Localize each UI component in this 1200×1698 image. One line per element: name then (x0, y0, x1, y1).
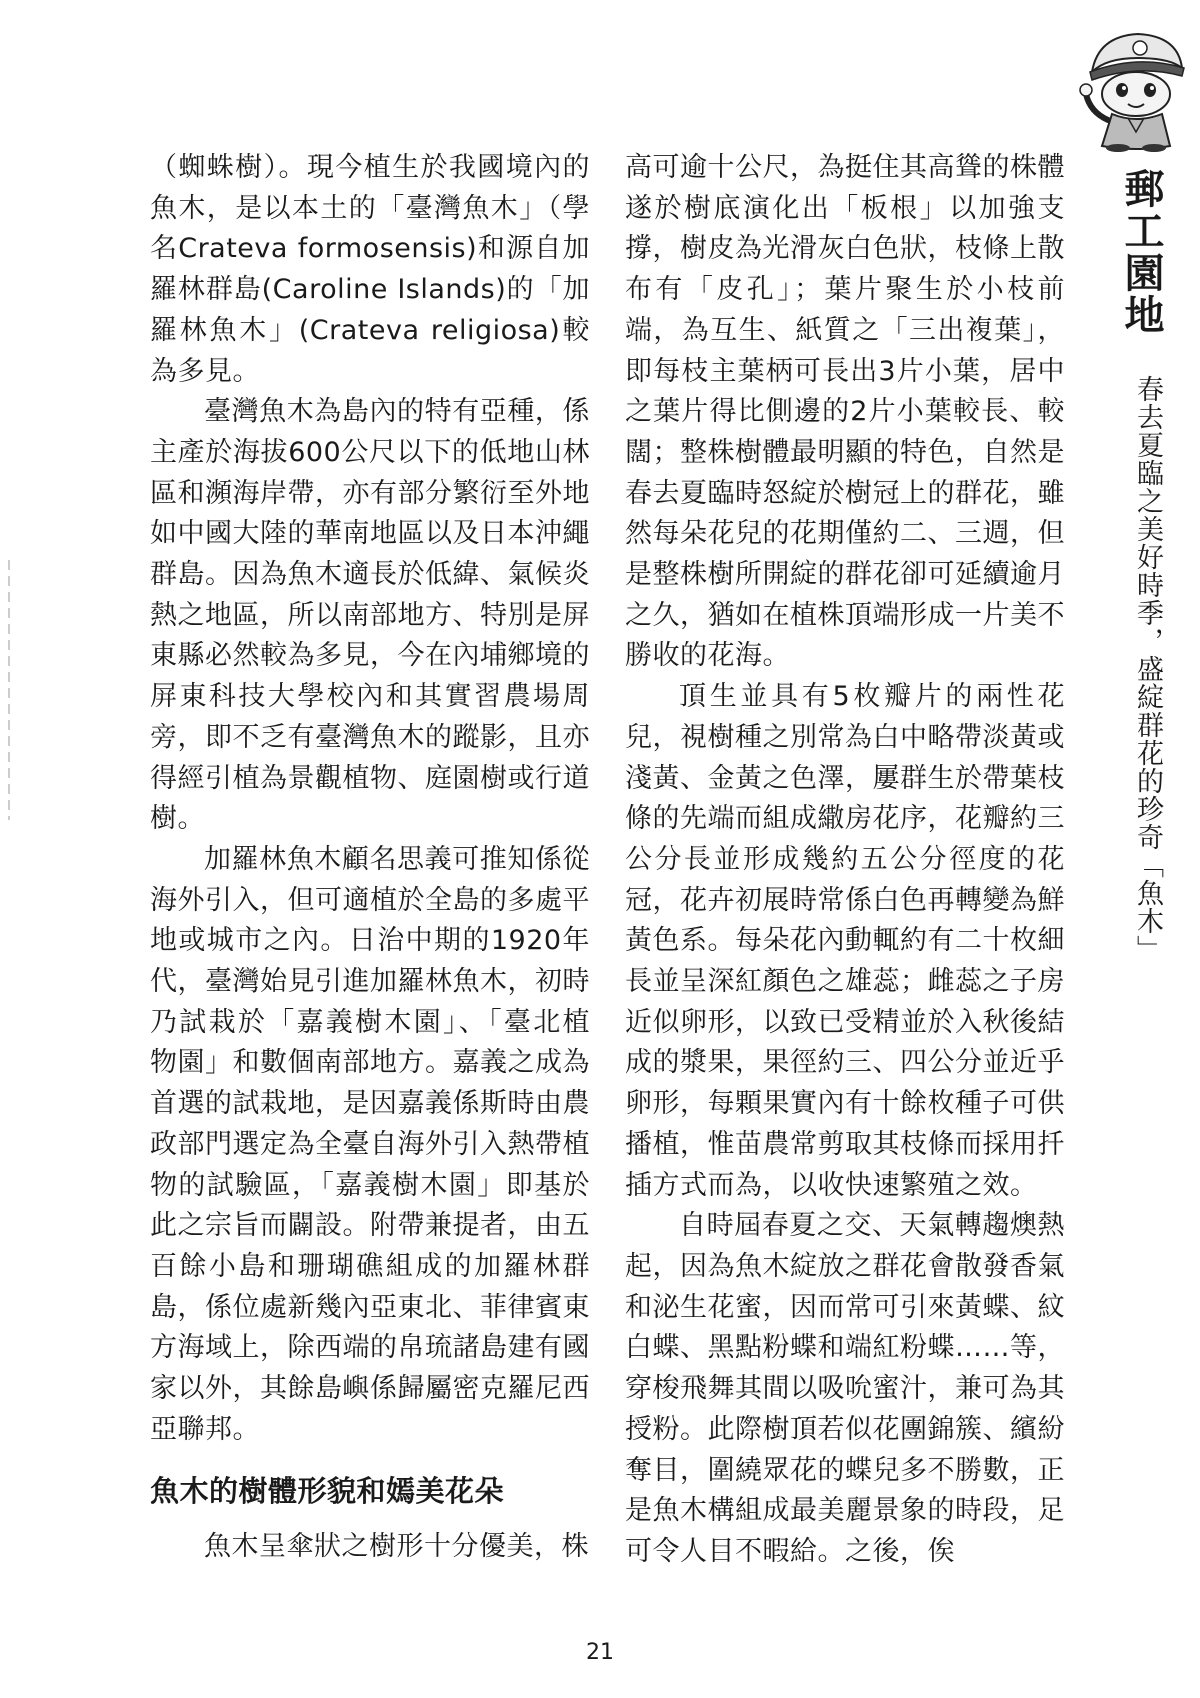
paragraph: 臺灣魚木為島內的特有亞種，係主產於海拔600公尺以下的低地山林區和瀕海岸帶，亦有部分繁衍至外地如中國大陸的華南地區以及日本沖繩群島。因為魚木適長於低緯、氣候炎熱之地區，所以南部地方、特別是屏東縣必然較為多見，今在內埔鄉境的屏東科技大學校內和其實習農場周旁，即不乏有臺灣魚木的蹤影，且亦得經引植為景觀植物、庭園樹或行道樹。 (150, 396, 590, 835)
section-heading: 魚木的樹體形貌和嫣美花朵 (150, 1473, 505, 1508)
paragraph: 高可逾十公尺，為挺住其高聳的株體遂於樹底演化出「板根」以加強支撐，樹皮為光滑灰白色狀，枝條上散布有「皮孔」；葉片聚生於小枝前端，為互生、紙質之「三出複葉」，即每枝主葉柄可長出3片小葉，居中之葉片得比側邊的2片小葉較長、較闊；整株樹體最明顯的特色，自然是春去夏臨時怒綻於樹冠上的群花，雖然每朵花兒的花期僅約二、三週，但是整株樹所開綻的群花卻可延續逾月之久，猶如在植株頂端形成一片美不勝收的花海。 (625, 152, 1065, 672)
paragraph: 自時屆春夏之交、天氣轉趨燠熱起，因為魚木綻放之群花會散發香氣和泌生花蜜，因而常可引來黃蝶、紋白蝶、黑點粉蝶和端紅粉蝶……等，穿梭飛舞其間以吸吮蜜汁，兼可為其授粉。此際樹頂若似花團錦簇、繽紛奪目，圍繞眾花的蝶兒多不勝數，正是魚木構組成最美麗景象的時段，足可令人目不暇給。之後，俟 (625, 1210, 1065, 1567)
article-column-right (625, 148, 1065, 1573)
postal-worker-mascot-icon (1078, 28, 1190, 153)
binding-mark (8, 560, 10, 820)
paragraph: 頂生並具有5枚瓣片的兩性花兒，視樹種之別常為白中略帶淡黃或淺黃、金黃之色澤，屢群生於帶葉枝條的先端而組成繖房花序，花瓣約三公分長並形成幾約五公分徑度的花冠，花卉初展時常係白色再轉變為鮮黃色系。每朵花內動輒約有二十枚細長並呈深紅顏色之雄蕊；雌蕊之子房近似卵形，以致已受精並於入秋後結成的漿果，果徑約三、四公分並近乎卵形，每顆果實內有十餘枚種子可供播植，惟苗農常剪取其枝條而採用扦插方式而為，以收快速繁殖之效。 (625, 681, 1065, 1201)
paragraph: 魚木呈傘狀之樹形十分優美，株 (204, 1530, 589, 1562)
paragraph: （蜘蛛樹）。現今植生於我國境內的魚木，是以本土的「臺灣魚木」（學名Crateva formosensis)和源自加羅林群島(Caroline Islands)的「加羅林魚木」(Crateva religiosa)較為多見。 (150, 152, 590, 387)
page-number: 21 (586, 1640, 614, 1665)
article-title-vertical: 春去夏臨之美好時季，盛綻群花的珍奇「魚木」 (1132, 375, 1163, 963)
paragraph: 加羅林魚木顧名思義可推知係從海外引入，但可適植於全島的多處平地或城市之內。日治中期的1920年代，臺灣始見引進加羅林魚木，初時乃試栽於「嘉義樹木園」、「臺北植物園」和數個南部地方。嘉義之成為首選的試栽地，是因嘉義係斯時由農政部門選定為全臺自海外引入熱帶植物的試驗區，「嘉義樹木園」即基於此之宗旨而闢設。附帶兼提者，由五百餘小島和珊瑚礁組成的加羅林群島，係位處新幾內亞東北、菲律賓東方海域上，除西端的帛琉諸島建有國家以外，其餘島嶼係歸屬密克羅尼西亞聯邦。 (150, 843, 590, 1445)
section-title-vertical: 郵工園地 (1118, 168, 1165, 336)
article-column-left (150, 148, 590, 1567)
